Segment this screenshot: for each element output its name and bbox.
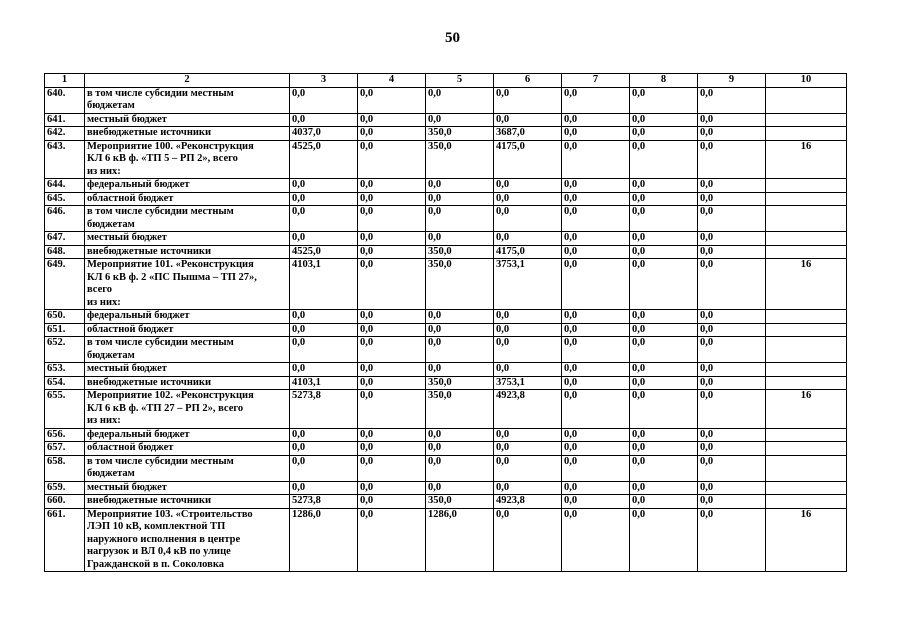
value-cell-col-3: 0,0	[290, 179, 358, 193]
value-cell-col-5: 0,0	[426, 232, 494, 246]
value-cell-col-3: 0,0	[290, 87, 358, 113]
value-cell-col-6: 4175,0	[494, 245, 562, 259]
table-row	[45, 127, 847, 141]
value-cell-col-6: 0,0	[494, 442, 562, 456]
row-number: 645.	[45, 192, 85, 206]
value-cell-col-4: 0,0	[358, 232, 426, 246]
description-line: ЛЭП 10 кВ, комплектной ТП	[87, 521, 226, 532]
value-cell-col-7: 0,0	[562, 508, 630, 572]
description-line: бюджетам	[87, 218, 135, 230]
value-cell-col-5: 0,0	[426, 310, 494, 324]
value-cell-col-4: 0,0	[358, 481, 426, 495]
row-description	[85, 337, 290, 363]
value-cell-col-9: 0,0	[698, 376, 766, 390]
row-description	[85, 363, 290, 377]
value-cell-col-4: 0,0	[358, 376, 426, 390]
table-row	[45, 113, 847, 127]
value-cell-col-8: 0,0	[630, 87, 698, 113]
value-cell-col-8: 0,0	[630, 113, 698, 127]
value-cell-col-3: 0,0	[290, 428, 358, 442]
value-cell-col-8: 0,0	[630, 363, 698, 377]
value-cell-col-4: 0,0	[358, 127, 426, 141]
value-cell-col-9: 0,0	[698, 140, 766, 179]
row-number: 651.	[45, 323, 85, 337]
row-number: 652.	[45, 337, 85, 363]
value-cell-col-10	[766, 310, 847, 324]
value-cell-col-4: 0,0	[358, 206, 426, 232]
description-line: Мероприятие 101. «Реконструкция	[87, 259, 254, 270]
description-line: в том числе субсидии местным	[87, 337, 234, 348]
description-line: внебюджетные источники	[87, 495, 212, 506]
value-cell-col-9: 0,0	[698, 245, 766, 259]
value-cell-col-9: 0,0	[698, 323, 766, 337]
value-cell-col-3: 0,0	[290, 455, 358, 481]
value-cell-col-4: 0,0	[358, 428, 426, 442]
row-number: 644.	[45, 179, 85, 193]
value-cell-col-5: 0,0	[426, 363, 494, 377]
row-description	[85, 206, 290, 232]
value-cell-col-7: 0,0	[562, 113, 630, 127]
value-cell-col-4: 0,0	[358, 113, 426, 127]
description-line: местный бюджет	[87, 481, 167, 493]
description-line: КЛ 6 кВ ф. 2 «ПС Пышма – ТП 27»,	[87, 271, 257, 283]
value-cell-col-7: 0,0	[562, 232, 630, 246]
value-cell-col-8: 0,0	[630, 192, 698, 206]
value-cell-col-7: 0,0	[562, 428, 630, 442]
row-description	[85, 127, 290, 141]
page-number: 50	[445, 30, 460, 46]
row-number: 641.	[45, 113, 85, 127]
value-cell-col-7: 0,0	[562, 442, 630, 456]
description-line: Гражданской в п. Соколовка	[87, 558, 224, 570]
value-cell-col-8: 0,0	[630, 232, 698, 246]
table-row	[45, 390, 847, 429]
row-number: 646.	[45, 206, 85, 232]
value-cell-col-7: 0,0	[562, 192, 630, 206]
value-cell-col-4: 0,0	[358, 455, 426, 481]
value-cell-col-7: 0,0	[562, 87, 630, 113]
value-cell-col-6: 0,0	[494, 206, 562, 232]
value-cell-col-6: 0,0	[494, 323, 562, 337]
value-cell-col-10	[766, 179, 847, 193]
column-header-9: 9	[698, 74, 766, 88]
value-cell-col-10	[766, 337, 847, 363]
description-line: из них:	[87, 415, 121, 426]
value-cell-col-3: 0,0	[290, 442, 358, 456]
value-cell-col-10	[766, 363, 847, 377]
row-description	[85, 232, 290, 246]
value-cell-col-9: 0,0	[698, 428, 766, 442]
description-line: областной бюджет	[87, 323, 174, 335]
value-cell-col-8: 0,0	[630, 323, 698, 337]
value-cell-col-3: 0,0	[290, 337, 358, 363]
value-cell-col-10	[766, 206, 847, 232]
row-description	[85, 140, 290, 179]
value-cell-col-5: 0,0	[426, 442, 494, 456]
value-cell-col-4: 0,0	[358, 87, 426, 113]
column-header-1: 1	[45, 74, 85, 88]
value-cell-col-3: 5273,8	[290, 390, 358, 429]
value-cell-col-6: 0,0	[494, 337, 562, 363]
description-line: наружного исполнения в центре	[87, 533, 241, 545]
value-cell-col-7: 0,0	[562, 495, 630, 509]
value-cell-col-9: 0,0	[698, 390, 766, 429]
value-cell-col-4: 0,0	[358, 259, 426, 310]
description-line: бюджетам	[87, 468, 135, 479]
value-cell-col-3: 4037,0	[290, 127, 358, 141]
value-cell-col-10: 16	[766, 259, 847, 310]
description-line: КЛ 6 кВ ф. «ТП 27 – РП 2», всего	[87, 402, 244, 414]
value-cell-col-7: 0,0	[562, 481, 630, 495]
value-cell-col-9: 0,0	[698, 495, 766, 509]
description-line: из них:	[87, 296, 121, 308]
row-description	[85, 87, 290, 113]
value-cell-col-5: 350,0	[426, 376, 494, 390]
value-cell-col-9: 0,0	[698, 259, 766, 310]
description-line: местный бюджет	[87, 232, 167, 243]
value-cell-col-10	[766, 495, 847, 509]
value-cell-col-8: 0,0	[630, 259, 698, 310]
description-line: Мероприятие 103. «Строительство	[87, 508, 253, 520]
value-cell-col-6: 0,0	[494, 310, 562, 324]
column-header-7: 7	[562, 74, 630, 88]
table-header-row	[45, 74, 847, 88]
value-cell-col-3: 0,0	[290, 481, 358, 495]
row-description	[85, 376, 290, 390]
value-cell-col-10	[766, 323, 847, 337]
value-cell-col-5: 350,0	[426, 140, 494, 179]
table-row	[45, 481, 847, 495]
row-description	[85, 508, 290, 572]
row-number: 640.	[45, 87, 85, 113]
value-cell-col-4: 0,0	[358, 310, 426, 324]
column-header-6: 6	[494, 74, 562, 88]
value-cell-col-3: 4103,1	[290, 259, 358, 310]
row-description	[85, 495, 290, 509]
value-cell-col-5: 350,0	[426, 390, 494, 429]
row-number: 647.	[45, 232, 85, 246]
row-description	[85, 390, 290, 429]
value-cell-col-8: 0,0	[630, 481, 698, 495]
value-cell-col-4: 0,0	[358, 337, 426, 363]
value-cell-col-7: 0,0	[562, 363, 630, 377]
value-cell-col-4: 0,0	[358, 390, 426, 429]
value-cell-col-7: 0,0	[562, 206, 630, 232]
table-row	[45, 323, 847, 337]
description-line: местный бюджет	[87, 113, 167, 125]
value-cell-col-9: 0,0	[698, 232, 766, 246]
value-cell-col-10	[766, 428, 847, 442]
value-cell-col-6: 0,0	[494, 192, 562, 206]
value-cell-col-9: 0,0	[698, 310, 766, 324]
value-cell-col-5: 0,0	[426, 179, 494, 193]
value-cell-col-6: 0,0	[494, 179, 562, 193]
row-number: 650.	[45, 310, 85, 324]
value-cell-col-3: 0,0	[290, 192, 358, 206]
value-cell-col-9: 0,0	[698, 455, 766, 481]
table-row	[45, 337, 847, 363]
row-number: 643.	[45, 140, 85, 179]
value-cell-col-5: 0,0	[426, 206, 494, 232]
table-row	[45, 508, 847, 572]
value-cell-col-3: 0,0	[290, 232, 358, 246]
value-cell-col-6: 0,0	[494, 455, 562, 481]
value-cell-col-10	[766, 442, 847, 456]
column-header-2: 2	[85, 74, 290, 88]
description-line: областной бюджет	[87, 442, 174, 453]
row-description	[85, 192, 290, 206]
value-cell-col-3: 0,0	[290, 323, 358, 337]
value-cell-col-8: 0,0	[630, 455, 698, 481]
value-cell-col-5: 350,0	[426, 495, 494, 509]
row-number: 642.	[45, 127, 85, 141]
value-cell-col-9: 0,0	[698, 192, 766, 206]
value-cell-col-6: 0,0	[494, 428, 562, 442]
table-row	[45, 245, 847, 259]
value-cell-col-6: 0,0	[494, 87, 562, 113]
value-cell-col-8: 0,0	[630, 428, 698, 442]
row-description	[85, 428, 290, 442]
table-row	[45, 179, 847, 193]
value-cell-col-8: 0,0	[630, 376, 698, 390]
row-description	[85, 259, 290, 310]
value-cell-col-7: 0,0	[562, 245, 630, 259]
value-cell-col-5: 350,0	[426, 259, 494, 310]
value-cell-col-8: 0,0	[630, 337, 698, 363]
description-line: бюджетам	[87, 100, 135, 111]
value-cell-col-3: 1286,0	[290, 508, 358, 572]
row-number: 649.	[45, 259, 85, 310]
value-cell-col-5: 0,0	[426, 337, 494, 363]
value-cell-col-9: 0,0	[698, 481, 766, 495]
value-cell-col-5: 0,0	[426, 428, 494, 442]
value-cell-col-8: 0,0	[630, 495, 698, 509]
description-line: в том числе субсидии местным	[87, 87, 234, 99]
row-number: 648.	[45, 245, 85, 259]
value-cell-col-4: 0,0	[358, 140, 426, 179]
value-cell-col-8: 0,0	[630, 508, 698, 572]
description-line: из них:	[87, 165, 121, 177]
row-number: 660.	[45, 495, 85, 509]
value-cell-col-9: 0,0	[698, 363, 766, 377]
description-line: в том числе субсидии местным	[87, 455, 234, 467]
value-cell-col-8: 0,0	[630, 179, 698, 193]
value-cell-col-5: 1286,0	[426, 508, 494, 572]
description-line: местный бюджет	[87, 363, 167, 374]
value-cell-col-5: 0,0	[426, 113, 494, 127]
value-cell-col-6: 0,0	[494, 232, 562, 246]
row-description	[85, 179, 290, 193]
value-cell-col-10: 16	[766, 140, 847, 179]
value-cell-col-9: 0,0	[698, 442, 766, 456]
description-line: всего	[87, 284, 113, 295]
value-cell-col-6: 0,0	[494, 363, 562, 377]
value-cell-col-7: 0,0	[562, 323, 630, 337]
value-cell-col-6: 3753,1	[494, 376, 562, 390]
column-header-8: 8	[630, 74, 698, 88]
value-cell-col-10	[766, 455, 847, 481]
value-cell-col-4: 0,0	[358, 323, 426, 337]
table-row	[45, 87, 847, 113]
value-cell-col-9: 0,0	[698, 113, 766, 127]
description-line: внебюджетные источники	[87, 245, 212, 257]
value-cell-col-3: 4103,1	[290, 376, 358, 390]
value-cell-col-5: 350,0	[426, 127, 494, 141]
row-number: 656.	[45, 428, 85, 442]
row-number: 657.	[45, 442, 85, 456]
description-line: бюджетам	[87, 349, 135, 361]
value-cell-col-4: 0,0	[358, 192, 426, 206]
value-cell-col-4: 0,0	[358, 508, 426, 572]
value-cell-col-6: 0,0	[494, 481, 562, 495]
value-cell-col-3: 4525,0	[290, 245, 358, 259]
value-cell-col-5: 0,0	[426, 481, 494, 495]
value-cell-col-6: 3687,0	[494, 127, 562, 141]
value-cell-col-8: 0,0	[630, 127, 698, 141]
value-cell-col-9: 0,0	[698, 206, 766, 232]
value-cell-col-6: 4923,8	[494, 390, 562, 429]
value-cell-col-7: 0,0	[562, 140, 630, 179]
value-cell-col-3: 4525,0	[290, 140, 358, 179]
value-cell-col-9: 0,0	[698, 127, 766, 141]
row-description	[85, 323, 290, 337]
value-cell-col-10	[766, 113, 847, 127]
value-cell-col-10	[766, 232, 847, 246]
description-line: областной бюджет	[87, 192, 174, 204]
value-cell-col-10: 16	[766, 508, 847, 572]
value-cell-col-6: 3753,1	[494, 259, 562, 310]
table-row	[45, 428, 847, 442]
column-header-4: 4	[358, 74, 426, 88]
row-description	[85, 113, 290, 127]
value-cell-col-10	[766, 245, 847, 259]
row-number: 654.	[45, 376, 85, 390]
table-row	[45, 455, 847, 481]
value-cell-col-8: 0,0	[630, 310, 698, 324]
value-cell-col-3: 5273,8	[290, 495, 358, 509]
value-cell-col-8: 0,0	[630, 390, 698, 429]
value-cell-col-7: 0,0	[562, 310, 630, 324]
table-row	[45, 206, 847, 232]
value-cell-col-7: 0,0	[562, 259, 630, 310]
table-row	[45, 442, 847, 456]
value-cell-col-9: 0,0	[698, 87, 766, 113]
description-line: федеральный бюджет	[87, 179, 190, 190]
value-cell-col-7: 0,0	[562, 127, 630, 141]
value-cell-col-7: 0,0	[562, 390, 630, 429]
row-description	[85, 245, 290, 259]
table-row	[45, 140, 847, 179]
value-cell-col-9: 0,0	[698, 337, 766, 363]
value-cell-col-10	[766, 127, 847, 141]
value-cell-col-3: 0,0	[290, 310, 358, 324]
value-cell-col-4: 0,0	[358, 363, 426, 377]
column-header-3: 3	[290, 74, 358, 88]
value-cell-col-3: 0,0	[290, 113, 358, 127]
value-cell-col-3: 0,0	[290, 363, 358, 377]
value-cell-col-5: 0,0	[426, 192, 494, 206]
value-cell-col-10: 16	[766, 390, 847, 429]
table-row	[45, 495, 847, 509]
column-header-10: 10	[766, 74, 847, 88]
value-cell-col-10	[766, 87, 847, 113]
table-row	[45, 192, 847, 206]
value-cell-col-5: 0,0	[426, 323, 494, 337]
row-number: 661.	[45, 508, 85, 572]
description-line: Мероприятие 100. «Реконструкция	[87, 140, 254, 152]
value-cell-col-8: 0,0	[630, 140, 698, 179]
table-row	[45, 363, 847, 377]
value-cell-col-10	[766, 376, 847, 390]
column-header-5: 5	[426, 74, 494, 88]
description-line: федеральный бюджет	[87, 428, 190, 440]
table-row	[45, 259, 847, 310]
row-description	[85, 310, 290, 324]
value-cell-col-4: 0,0	[358, 442, 426, 456]
value-cell-col-9: 0,0	[698, 179, 766, 193]
row-number: 658.	[45, 455, 85, 481]
table-row	[45, 310, 847, 324]
row-description	[85, 481, 290, 495]
row-description	[85, 455, 290, 481]
value-cell-col-8: 0,0	[630, 206, 698, 232]
row-description	[85, 442, 290, 456]
value-cell-col-5: 0,0	[426, 87, 494, 113]
row-number: 655.	[45, 390, 85, 429]
table-row	[45, 232, 847, 246]
value-cell-col-6: 0,0	[494, 113, 562, 127]
value-cell-col-4: 0,0	[358, 495, 426, 509]
table-row	[45, 376, 847, 390]
value-cell-col-7: 0,0	[562, 376, 630, 390]
value-cell-col-5: 0,0	[426, 455, 494, 481]
description-line: федеральный бюджет	[87, 310, 190, 321]
value-cell-col-8: 0,0	[630, 245, 698, 259]
value-cell-col-7: 0,0	[562, 455, 630, 481]
value-cell-col-6: 4175,0	[494, 140, 562, 179]
value-cell-col-10	[766, 481, 847, 495]
table-body	[45, 74, 847, 572]
value-cell-col-6: 0,0	[494, 508, 562, 572]
description-line: Мероприятие 102. «Реконструкция	[87, 390, 254, 401]
description-line: внебюджетные источники	[87, 376, 212, 388]
value-cell-col-7: 0,0	[562, 337, 630, 363]
value-cell-col-4: 0,0	[358, 179, 426, 193]
value-cell-col-3: 0,0	[290, 206, 358, 232]
value-cell-col-4: 0,0	[358, 245, 426, 259]
value-cell-col-5: 350,0	[426, 245, 494, 259]
value-cell-col-10	[766, 192, 847, 206]
description-line: нагрузок и ВЛ 0,4 кВ по улице	[87, 546, 231, 557]
description-line: внебюджетные источники	[87, 127, 212, 138]
description-line: в том числе субсидии местным	[87, 206, 234, 217]
value-cell-col-9: 0,0	[698, 508, 766, 572]
value-cell-col-7: 0,0	[562, 179, 630, 193]
value-cell-col-6: 4923,8	[494, 495, 562, 509]
row-number: 653.	[45, 363, 85, 377]
row-number: 659.	[45, 481, 85, 495]
description-line: КЛ 6 кВ ф. «ТП 5 – РП 2», всего	[87, 153, 238, 164]
budget-table	[44, 73, 847, 572]
value-cell-col-8: 0,0	[630, 442, 698, 456]
